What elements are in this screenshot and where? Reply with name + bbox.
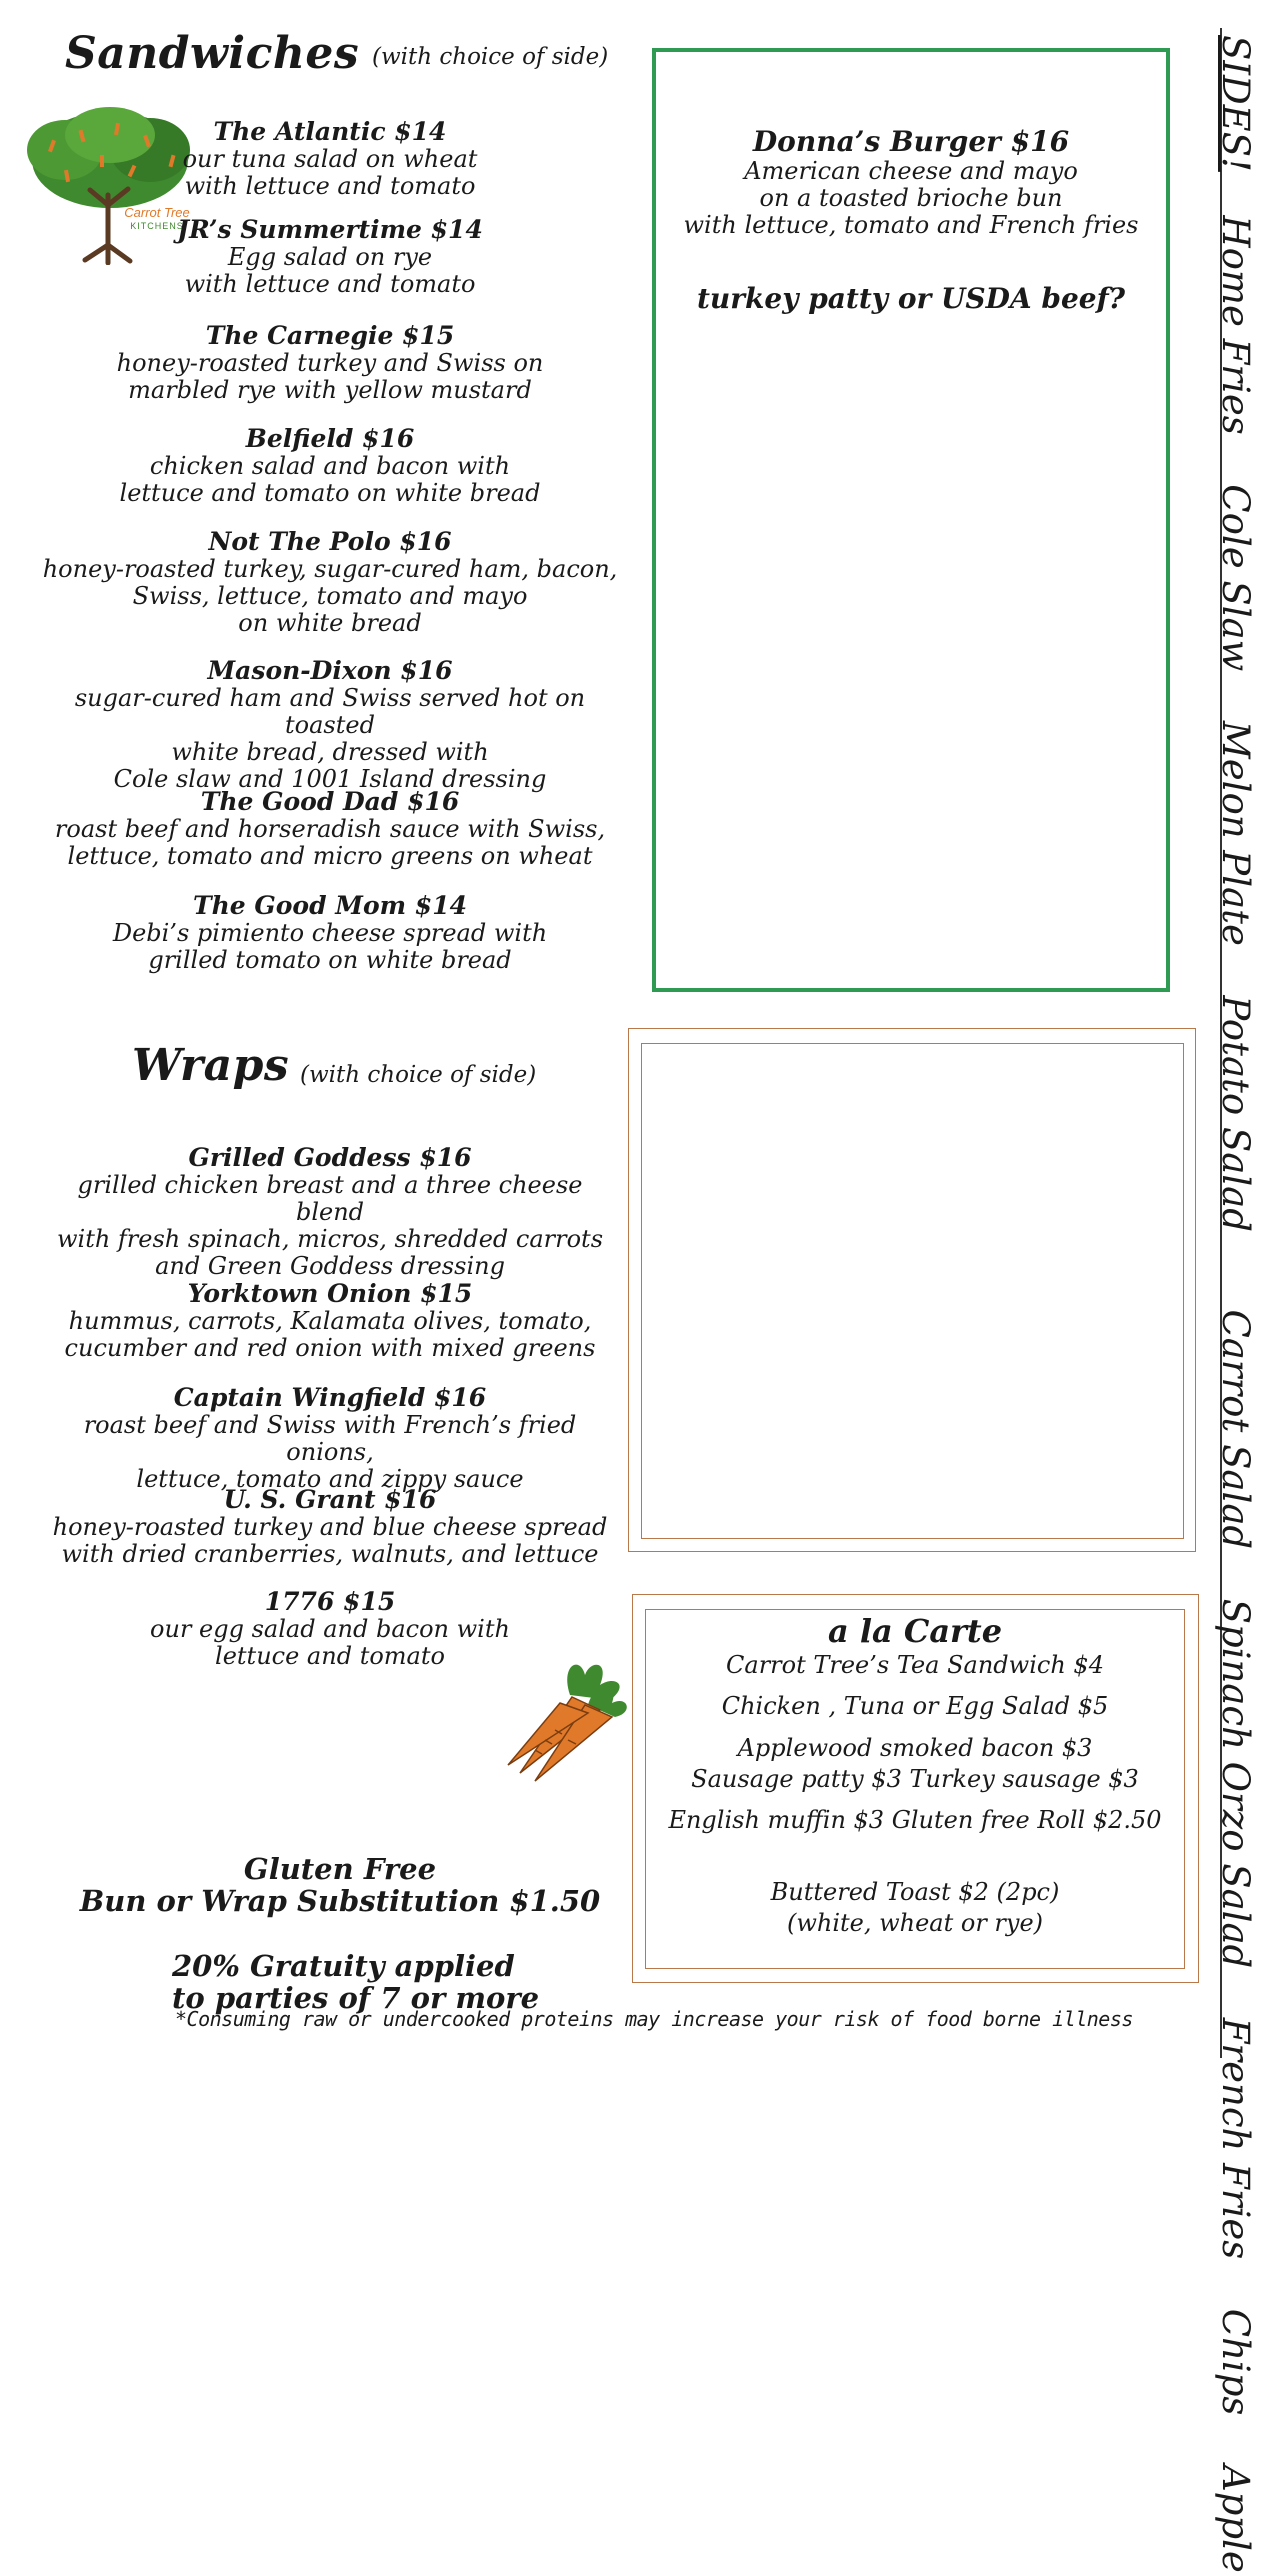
gluten-line: Gluten Free — [243, 1852, 437, 1886]
item-desc-line: with lettuce and tomato — [184, 172, 476, 200]
wraps-subtitle: (with choice of side) — [300, 1062, 537, 1088]
menu-item — [40, 425, 620, 507]
burger-name: Donna’s Burger $16 — [752, 125, 1070, 158]
item-desc-line: with fresh spinach, micros, shredded carrots — [56, 1225, 604, 1253]
item-desc-line: our tuna salad on wheat — [182, 145, 478, 173]
item-desc-line: grilled tomato on white bread — [148, 946, 512, 974]
item-desc-line: sugar-cured ham and Swiss served hot on toasted — [74, 684, 586, 739]
carrots-illustration — [500, 1655, 635, 1785]
item-desc-line: roast beef and horseradish sauce with Swiss, — [54, 815, 606, 843]
item-desc-line: Cole slaw and 1001 Island dressing — [113, 765, 547, 793]
item-desc-line: and Green Goddess dressing — [155, 1252, 505, 1280]
item-desc-line: lettuce and tomato on white bread — [119, 479, 541, 507]
item-desc-line: hummus, carrots, Kalamata olives, tomato, — [68, 1307, 592, 1335]
side-item: French Fries — [1214, 2017, 1257, 2260]
item-desc-line: honey-roasted turkey and blue cheese spread — [52, 1513, 608, 1541]
menu-item — [40, 322, 620, 404]
gratuity-note — [172, 1950, 652, 2014]
item-name: The Carnegie $15 — [205, 321, 455, 350]
item-desc-line: marbled rye with yellow mustard — [128, 376, 532, 404]
item-desc-line: chicken salad and bacon with — [149, 452, 511, 480]
empty-frame-inner — [641, 1043, 1184, 1539]
menu-item — [40, 1384, 620, 1493]
wraps-title: Wraps — [132, 1040, 290, 1091]
logo-text-line1: Carrot Tree — [124, 205, 190, 220]
side-item: Cole Slaw — [1214, 484, 1257, 672]
burger-desc-line: American cheese and mayo — [744, 157, 1078, 185]
sides-title: SIDES! — [1214, 35, 1257, 172]
side-item: Potato Salad — [1214, 995, 1257, 1232]
carrot-icon — [500, 1655, 635, 1785]
item-desc-line: roast beef and Swiss with French’s fried onions, — [83, 1411, 577, 1466]
carte-item: Chicken , Tuna or Egg Salad $5 — [721, 1692, 1109, 1720]
item-desc-line: lettuce and tomato — [215, 1642, 445, 1670]
carte-item: English muffin $3 Gluten free Roll $2.50 — [668, 1806, 1162, 1834]
item-desc-line: white bread, dressed with — [171, 738, 489, 766]
item-desc-line: with lettuce and tomato — [184, 270, 476, 298]
item-desc-line: Egg salad on rye — [227, 243, 433, 271]
menu-item — [40, 1486, 620, 1568]
gratuity-line: to parties of 7 or more — [172, 1981, 540, 2015]
menu-item — [40, 216, 620, 298]
item-name: The Good Mom $14 — [193, 891, 467, 920]
side-item: Spinach Orzo Salad — [1214, 1598, 1257, 1969]
burger-desc-line: on a toasted brioche bun — [759, 184, 1063, 212]
logo-text-line2: KITCHENS — [130, 221, 184, 231]
carte-item: (white, wheat or rye) — [786, 1909, 1044, 1937]
gratuity-line: 20% Gratuity applied — [172, 1949, 515, 1983]
carte-item: Applewood smoked bacon $3 — [737, 1734, 1093, 1762]
carte-item: Buttered Toast $2 (2pc) — [770, 1878, 1060, 1906]
side-item: Melon Plate — [1214, 720, 1257, 946]
item-desc-line: Swiss, lettuce, tomato and mayo — [132, 582, 528, 610]
item-desc-line: honey-roasted turkey, sugar-cured ham, bacon, — [42, 555, 618, 583]
wraps-heading — [132, 1040, 289, 1091]
item-name: Not The Polo $16 — [208, 527, 452, 556]
carte-item: Carrot Tree’s Tea Sandwich $4 — [726, 1651, 1104, 1679]
side-item: Apple — [1214, 2464, 1257, 2573]
sides-strip — [1205, 35, 1265, 2573]
menu-item — [40, 1144, 620, 1280]
burger-question: turkey patty or USDA beef? — [696, 282, 1126, 315]
gluten-line: Bun or Wrap Substitution $1.50 — [79, 1884, 601, 1918]
item-desc-line: on white bread — [238, 609, 422, 637]
item-name: Captain Wingfield $16 — [173, 1383, 487, 1412]
item-desc-line: Debi’s pimiento cheese spread with — [112, 919, 548, 947]
side-item: Chips — [1214, 2308, 1257, 2416]
item-name: Grilled Goddess $16 — [188, 1143, 472, 1172]
menu-item — [40, 657, 620, 793]
item-name: U. S. Grant $16 — [223, 1485, 437, 1514]
sandwiches-subtitle: (with choice of side) — [372, 44, 609, 70]
menu-item — [40, 1280, 620, 1362]
menu-item — [40, 118, 620, 200]
carte-item: Sausage patty $3 Turkey sausage $3 — [691, 1765, 1139, 1793]
disclaimer: *Consuming raw or undercooked proteins may increase your risk of food borne illness — [175, 2007, 1133, 2031]
item-desc-line: lettuce, tomato and zippy sauce — [136, 1465, 524, 1493]
item-name: 1776 $15 — [264, 1587, 396, 1616]
item-name: Belfield $16 — [245, 424, 415, 453]
item-name: Mason-Dixon $16 — [207, 656, 453, 685]
item-desc-line: our egg salad and bacon with — [150, 1615, 510, 1643]
burger-item — [660, 126, 1162, 315]
item-name: The Atlantic $14 — [213, 117, 447, 146]
side-item: Carrot Salad — [1214, 1309, 1257, 1550]
item-desc-line: cucumber and red onion with mixed greens — [64, 1334, 596, 1362]
menu-item — [40, 892, 620, 974]
carte-title: a la Carte — [827, 1612, 1003, 1650]
sandwiches-heading — [65, 28, 359, 79]
item-desc-line: with dried cranberries, walnuts, and lettuce — [61, 1540, 599, 1568]
item-name: The Good Dad $16 — [200, 787, 460, 816]
item-name: JR’s Summertime $14 — [177, 215, 483, 244]
burger-desc-line: with lettuce, tomato and French fries — [683, 211, 1139, 239]
item-desc-line: honey-roasted turkey and Swiss on — [116, 349, 544, 377]
side-item: Home Fries — [1214, 215, 1257, 435]
gluten-free-note — [40, 1853, 640, 1917]
sandwiches-title: Sandwiches — [65, 28, 360, 79]
item-name: Yorktown Onion $15 — [187, 1279, 473, 1308]
menu-item — [40, 788, 620, 870]
menu-item — [40, 528, 620, 637]
item-desc-line: lettuce, tomato and micro greens on wheat — [67, 842, 593, 870]
item-desc-line: grilled chicken breast and a three cheese blend — [77, 1171, 583, 1226]
